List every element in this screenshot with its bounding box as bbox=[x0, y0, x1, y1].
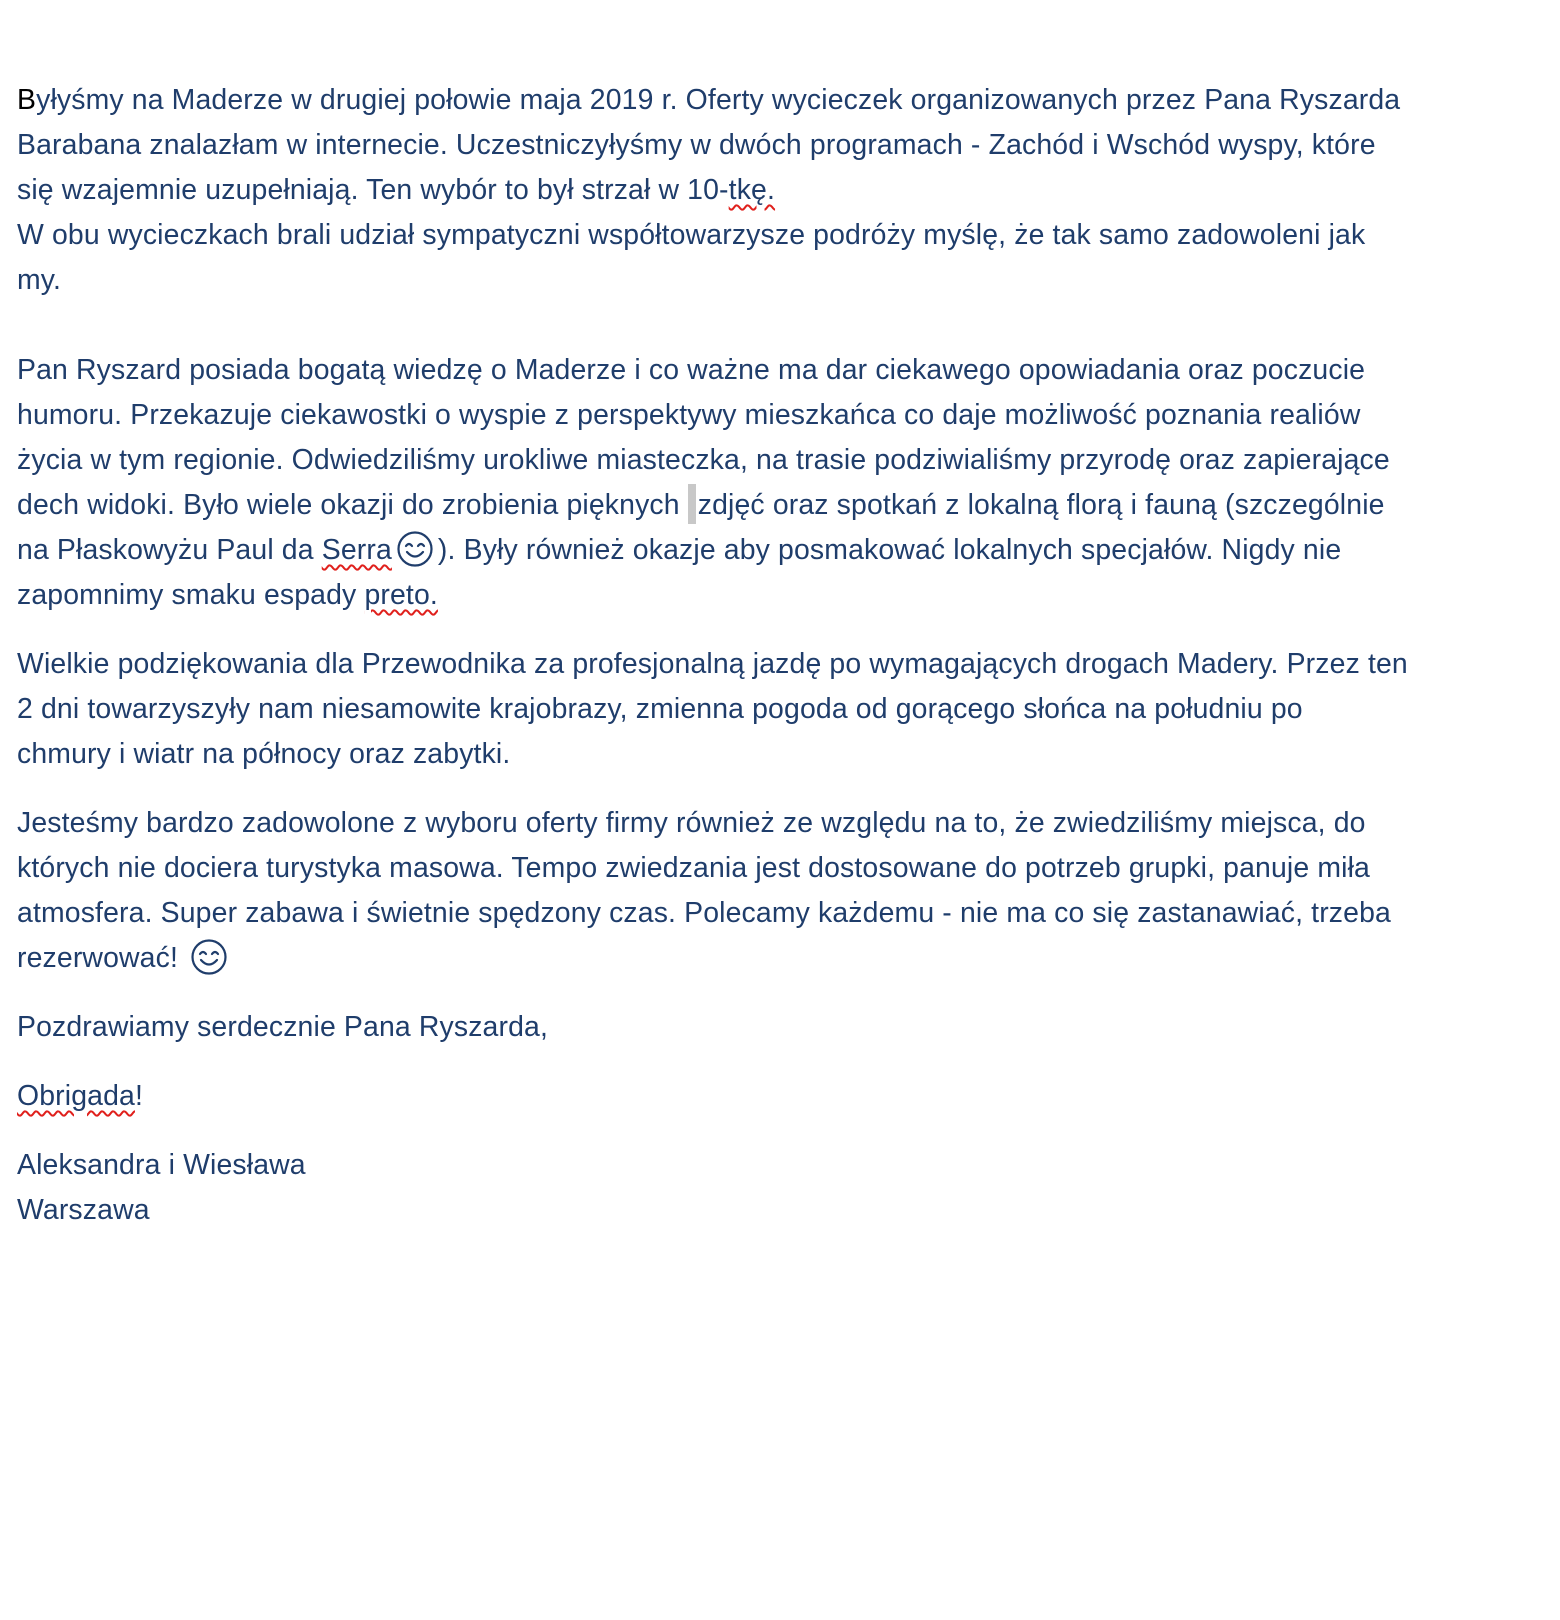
text-line: W obu wycieczkach brali udział sympatyczni współtowarzysze podróży myślę, że tak samo zadowoleni jak bbox=[17, 219, 1366, 251]
text-run: yłyśmy na Maderze w drugiej połowie maja 2019 r. Oferty wycieczek organizowanych przez Pana Ryszarda bbox=[36, 84, 1401, 116]
paragraph-guide bbox=[17, 348, 1547, 618]
text-line: życia w tym regionie. Odwiedziliśmy urokliwe miasteczka, na trasie podziwialiśmy przyrodę oraz zapierające bbox=[17, 444, 1390, 476]
paragraph-intro bbox=[17, 78, 1547, 303]
text-run: ! bbox=[135, 1080, 144, 1112]
greeting-line: Pozdrawiamy serdecznie Pana Ryszarda, bbox=[17, 1011, 549, 1043]
signature-city: Warszawa bbox=[17, 1194, 150, 1226]
text-run: zapomnimy smaku espady bbox=[17, 579, 365, 611]
empty-line bbox=[17, 303, 1547, 348]
text-line: atmosfera. Super zabawa i świetnie spędzony czas. Polecamy każdemu - nie ma co się zastanawiać, trzeba bbox=[17, 897, 1391, 929]
spellcheck-word[interactable]: Serra bbox=[321, 534, 392, 566]
smiley-face-icon bbox=[190, 938, 228, 976]
paragraph-spacing bbox=[17, 618, 1547, 642]
text-line: Jesteśmy bardzo zadowolone z wyboru oferty firmy również ze względu na to, że zwiedziliśmy miejsca, do bbox=[17, 807, 1366, 839]
text-cursor bbox=[688, 484, 696, 524]
text-line: 2 dni towarzyszyły nam niesamowite krajobrazy, zmienna pogoda od gorącego słońca na południu po bbox=[17, 693, 1303, 725]
text-run: zdjęć oraz spotkań z lokalną florą i fauną (szczególnie bbox=[697, 489, 1385, 521]
text-line: my. bbox=[17, 264, 62, 296]
text-run: się wzajemnie uzupełniają. Ten wybór to był strzał w 10- bbox=[17, 174, 729, 206]
text-line: których nie dociera turystyka masowa. Tempo zwiedzania jest dostosowane do potrzeb grupki, panuje miła bbox=[17, 852, 1370, 884]
paragraph-spacing bbox=[17, 981, 1547, 1005]
text-line: Barabana znalazłam w internecie. Uczestniczyłyśmy w dwóch programach - Zachód i Wschód wyspy, które bbox=[17, 129, 1376, 161]
text-line: humoru. Przekazuje ciekawostki o wyspie z perspektywy mieszkańca co daje możliwość poznania realiów bbox=[17, 399, 1361, 431]
spellcheck-word[interactable]: preto. bbox=[364, 579, 438, 611]
signature-names: Aleksandra i Wiesława bbox=[17, 1149, 306, 1181]
paragraph-thanks-guide bbox=[17, 642, 1547, 777]
paragraph-spacing bbox=[17, 777, 1547, 801]
paragraph-spacing bbox=[17, 1119, 1547, 1143]
first-letter: B bbox=[17, 84, 37, 116]
text-run: rezerwować! bbox=[17, 942, 179, 974]
thanks-line bbox=[17, 1074, 1547, 1119]
text-line: Wielkie podziękowania dla Przewodnika za profesjonalną jazdę po wymagających drogach Madery. Przez ten bbox=[17, 648, 1408, 680]
text-run: na Płaskowyżu Paul da bbox=[17, 534, 322, 566]
spellcheck-word[interactable]: tkę. bbox=[728, 174, 776, 206]
paragraph-spacing bbox=[17, 1050, 1547, 1074]
text-run: ). Były również okazje aby posmakować lokalnych specjałów. Nigdy nie bbox=[437, 534, 1342, 566]
text-line: Pan Ryszard posiada bogatą wiedzę o Maderze i co ważne ma dar ciekawego opowiadania oraz poczucie bbox=[17, 354, 1366, 386]
document-body[interactable] bbox=[17, 78, 1547, 1233]
smiley-face-icon bbox=[396, 530, 434, 568]
signature bbox=[17, 1143, 1547, 1233]
text-line: chmury i wiatr na północy oraz zabytki. bbox=[17, 738, 511, 770]
spellcheck-word[interactable]: Obrigada bbox=[17, 1080, 135, 1112]
text-run: dech widoki. Było wiele okazji do zrobienia pięknych bbox=[17, 489, 688, 521]
paragraph-satisfaction bbox=[17, 801, 1547, 981]
